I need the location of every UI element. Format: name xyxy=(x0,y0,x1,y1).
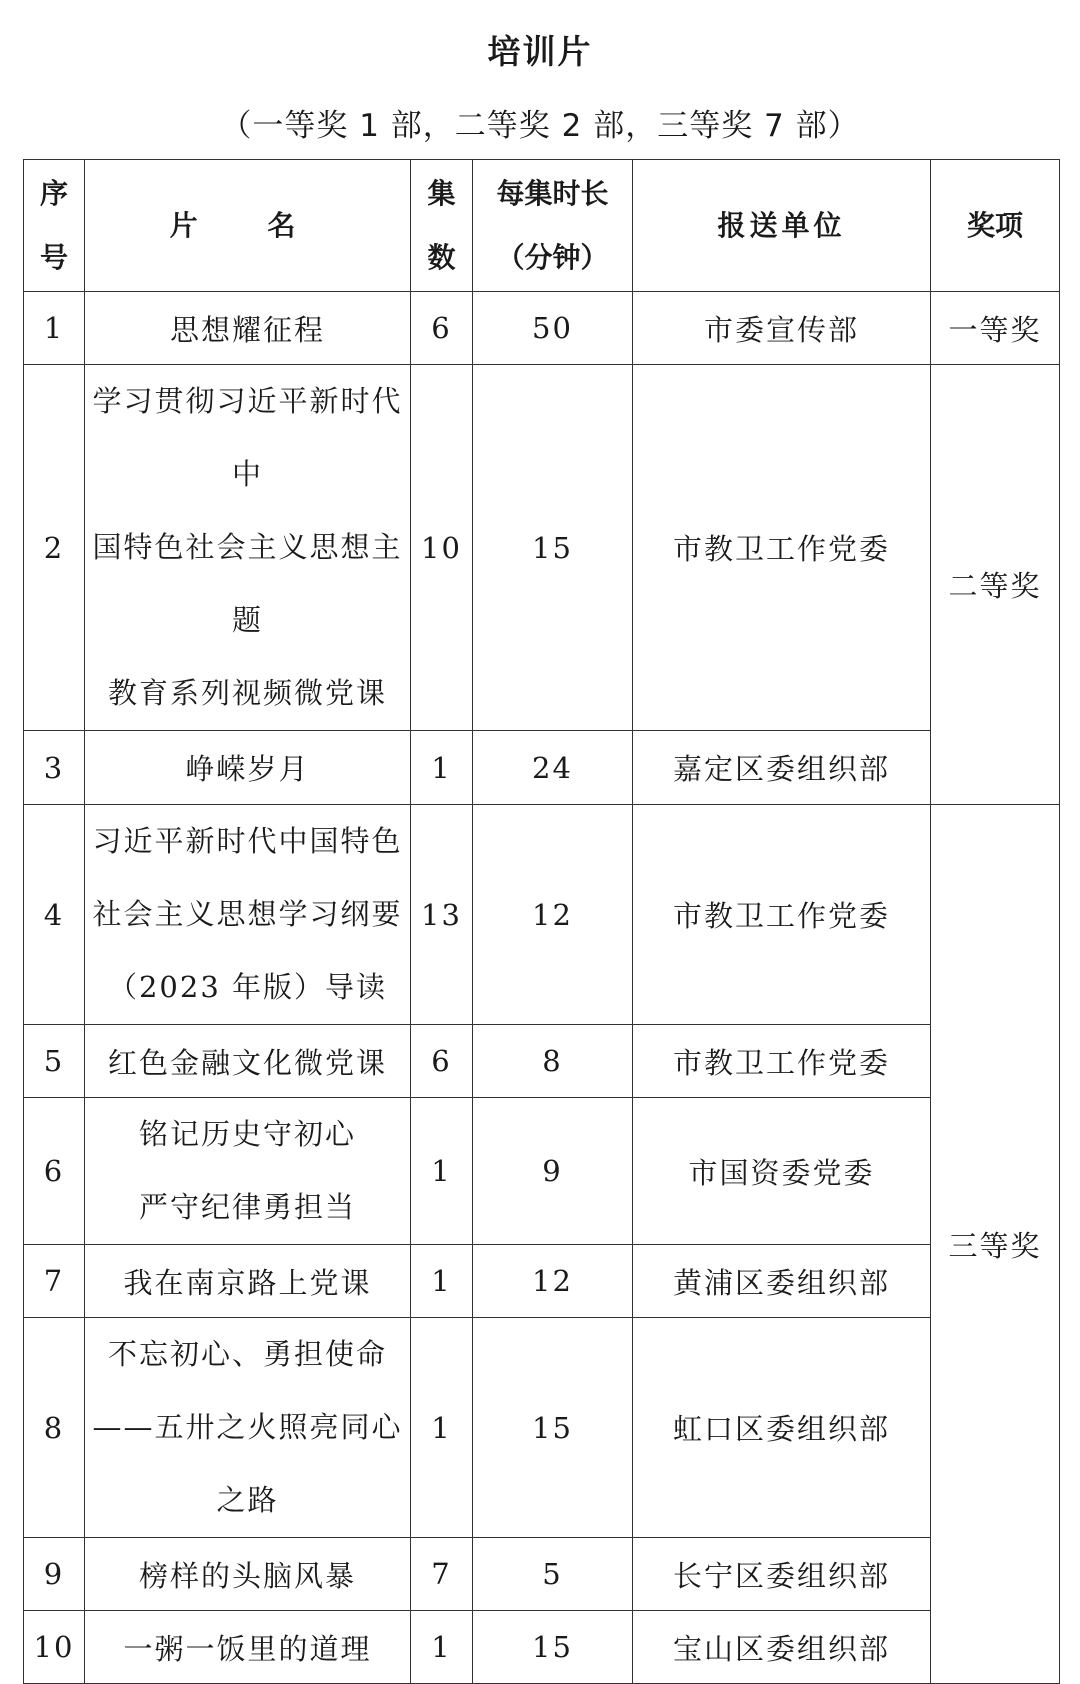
awards-table xyxy=(23,159,1060,1684)
cell-episodes: 1 xyxy=(411,1245,473,1318)
cell-episodes: 6 xyxy=(411,292,473,365)
cell-unit: 市教卫工作党委 xyxy=(633,365,931,731)
cell-name: 一粥一饭里的道理 xyxy=(85,1611,411,1684)
cell-name: 榜样的头脑风暴 xyxy=(85,1538,411,1611)
cell-award-third: 三等奖 xyxy=(931,805,1060,1684)
cell-unit: 市委宣传部 xyxy=(633,292,931,365)
page-title: 培训片 xyxy=(487,32,593,71)
cell-name: 铭记历史守初心 严守纪律勇担当 xyxy=(85,1098,411,1245)
cell-duration: 50 xyxy=(473,292,633,365)
table-row xyxy=(24,1098,1060,1245)
cell-name: 学习贯彻习近平新时代中 国特色社会主义思想主题 教育系列视频微党课 xyxy=(85,365,411,731)
cell-unit: 市国资委党委 xyxy=(633,1098,931,1245)
cell-no: 6 xyxy=(24,1098,85,1245)
header-row xyxy=(24,160,1060,292)
header-duration: 每集时长 （分钟） xyxy=(473,160,633,292)
table-row xyxy=(24,1318,1060,1538)
cell-unit: 市教卫工作党委 xyxy=(633,1025,931,1098)
cell-episodes: 1 xyxy=(411,1098,473,1245)
cell-no: 3 xyxy=(24,731,85,805)
cell-episodes: 1 xyxy=(411,1611,473,1684)
cell-duration: 15 xyxy=(473,365,633,731)
cell-name: 习近平新时代中国特色 社会主义思想学习纲要 （2023 年版）导读 xyxy=(85,805,411,1025)
cell-episodes: 1 xyxy=(411,731,473,805)
cell-unit: 市教卫工作党委 xyxy=(633,805,931,1025)
cell-duration: 8 xyxy=(473,1025,633,1098)
cell-name: 峥嵘岁月 xyxy=(85,731,411,805)
table-row xyxy=(24,1025,1060,1098)
cell-name: 红色金融文化微党课 xyxy=(85,1025,411,1098)
cell-no: 2 xyxy=(24,365,85,731)
cell-award-first: 一等奖 xyxy=(931,292,1060,365)
cell-episodes: 7 xyxy=(411,1538,473,1611)
header-episodes: 集数 xyxy=(411,160,473,292)
cell-no: 1 xyxy=(24,292,85,365)
cell-duration: 15 xyxy=(473,1318,633,1538)
cell-duration: 15 xyxy=(473,1611,633,1684)
cell-duration: 9 xyxy=(473,1098,633,1245)
cell-no: 8 xyxy=(24,1318,85,1538)
cell-unit: 黄浦区委组织部 xyxy=(633,1245,931,1318)
cell-unit: 长宁区委组织部 xyxy=(633,1538,931,1611)
cell-duration: 12 xyxy=(473,805,633,1025)
cell-unit: 嘉定区委组织部 xyxy=(633,731,931,805)
cell-unit: 宝山区委组织部 xyxy=(633,1611,931,1684)
cell-no: 10 xyxy=(24,1611,85,1684)
table-row xyxy=(24,1538,1060,1611)
header-no: 序号 xyxy=(24,160,85,292)
cell-no: 4 xyxy=(24,805,85,1025)
table-row xyxy=(24,731,1060,805)
cell-no: 7 xyxy=(24,1245,85,1318)
table-row xyxy=(24,292,1060,365)
cell-name: 我在南京路上党课 xyxy=(85,1245,411,1318)
cell-award-second: 二等奖 xyxy=(931,365,1060,805)
cell-no: 5 xyxy=(24,1025,85,1098)
cell-episodes: 10 xyxy=(411,365,473,731)
table-row xyxy=(24,805,1060,1025)
header-award: 奖项 xyxy=(931,160,1060,292)
cell-episodes: 6 xyxy=(411,1025,473,1098)
table-row xyxy=(24,1611,1060,1684)
cell-no: 9 xyxy=(24,1538,85,1611)
table-row xyxy=(24,1245,1060,1318)
cell-duration: 12 xyxy=(473,1245,633,1318)
cell-name: 不忘初心、勇担使命 ——五卅之火照亮同心之路 xyxy=(85,1318,411,1538)
header-name: 片 名 xyxy=(85,160,411,292)
cell-unit: 虹口区委组织部 xyxy=(633,1318,931,1538)
cell-duration: 5 xyxy=(473,1538,633,1611)
cell-episodes: 13 xyxy=(411,805,473,1025)
cell-duration: 24 xyxy=(473,731,633,805)
header-unit: 报送单位 xyxy=(633,160,931,292)
cell-name: 思想耀征程 xyxy=(85,292,411,365)
cell-episodes: 1 xyxy=(411,1318,473,1538)
page-subtitle: （一等奖 1 部，二等奖 2 部，三等奖 7 部） xyxy=(220,108,860,144)
table-row xyxy=(24,365,1060,731)
